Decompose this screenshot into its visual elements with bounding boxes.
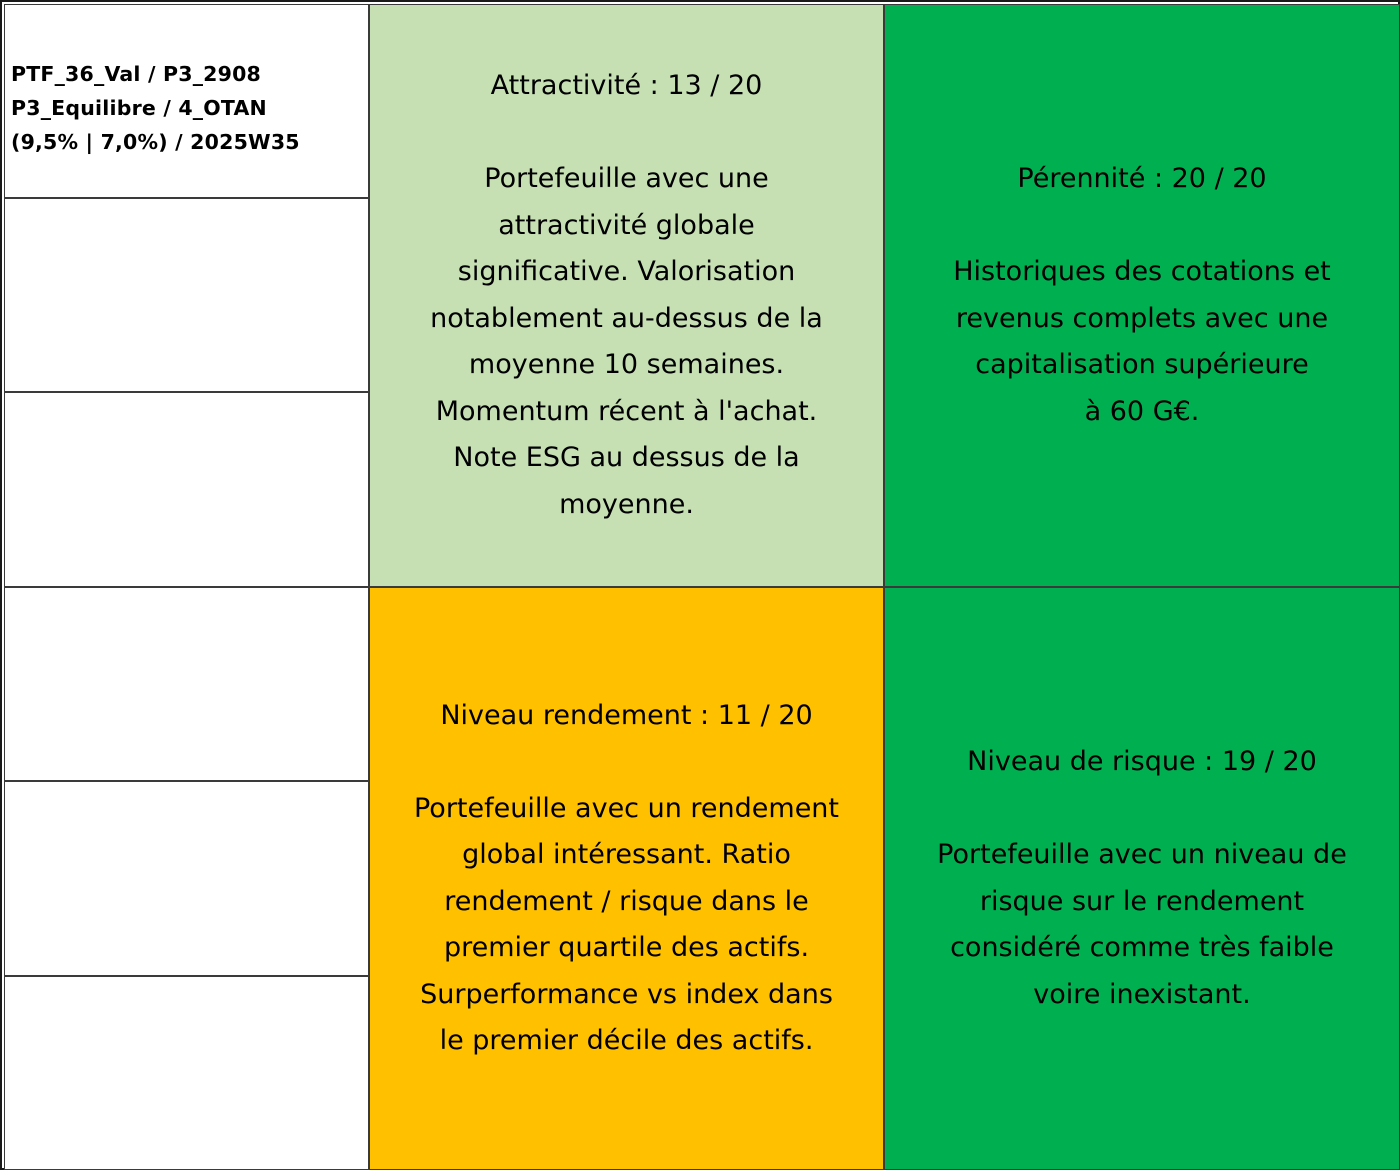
rendement-cell xyxy=(369,587,884,1170)
description-line: capitalisation supérieure xyxy=(975,349,1309,380)
description-line: attractivité globale xyxy=(498,209,755,241)
rendement-description xyxy=(374,786,879,1065)
description-line: Note ESG au dessus de la xyxy=(453,442,800,473)
description-line: moyenne. xyxy=(559,488,694,520)
description-line: rendement / risque dans le xyxy=(444,885,809,917)
description-line: Portefeuille avec une xyxy=(484,163,769,194)
empty-cell xyxy=(4,392,369,587)
description-line: revenus complets avec une xyxy=(955,302,1329,334)
risque-cell xyxy=(884,587,1400,1170)
portfolio-id-line: PTF_36_Val / P3_2908 xyxy=(11,62,261,86)
attractivite-description xyxy=(374,156,879,528)
description-line: premier quartile des actifs. xyxy=(443,932,810,963)
risque-title: Niveau de risque : 19 / 20 xyxy=(967,746,1317,777)
description-line: notablement au-dessus de la xyxy=(430,302,823,334)
perennite-description xyxy=(889,249,1395,435)
perennite-title: Pérennité : 20 / 20 xyxy=(1017,163,1267,194)
attractivite-title: Attractivité : 13 / 20 xyxy=(490,70,763,101)
description-line: Momentum récent à l'achat. xyxy=(435,395,818,427)
description-line: global intéressant. Ratio xyxy=(462,839,791,870)
empty-cell xyxy=(4,781,369,976)
portfolio-profile-line: P3_Equilibre / 4_OTAN xyxy=(11,96,267,120)
portfolio-period-line: (9,5% | 7,0%) / 2025W35 xyxy=(11,130,300,154)
risque-description xyxy=(889,832,1395,1018)
empty-cell xyxy=(4,587,369,781)
description-line: Historiques des cotations et xyxy=(953,256,1331,287)
description-line: voire inexistant. xyxy=(1033,978,1251,1010)
description-line: Portefeuille avec un rendement xyxy=(413,792,840,824)
rendement-title: Niveau rendement : 11 / 20 xyxy=(440,699,813,731)
description-line: considéré comme très faible xyxy=(950,932,1334,963)
portfolio-header-cell xyxy=(4,4,369,198)
description-line: à 60 G€. xyxy=(1084,395,1200,427)
description-line: Surperformance vs index dans xyxy=(420,978,833,1010)
empty-cell xyxy=(4,976,369,1170)
description-line: moyenne 10 semaines. xyxy=(468,349,785,380)
description-line: risque sur le rendement xyxy=(979,885,1305,917)
description-line: Portefeuille avec un niveau de xyxy=(937,839,1347,870)
description-line: le premier décile des actifs. xyxy=(439,1025,814,1056)
attractivite-cell xyxy=(369,4,884,587)
empty-cell xyxy=(4,198,369,392)
perennite-cell xyxy=(884,4,1400,587)
description-line: significative. Valorisation xyxy=(457,256,796,287)
